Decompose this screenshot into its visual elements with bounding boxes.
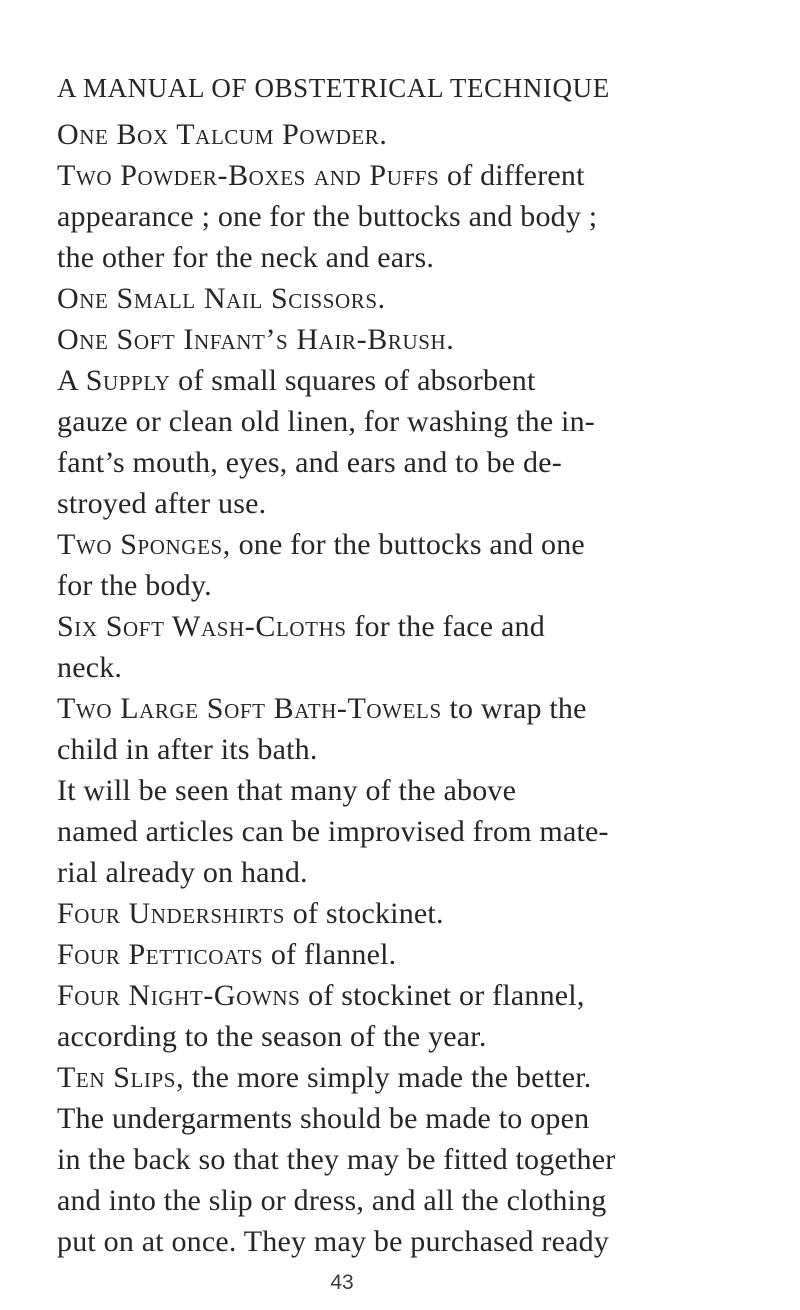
- item-heading: Six Soft Wash-Cloths: [57, 610, 347, 643]
- item-heading: Two Powder-Boxes and Puffs: [57, 159, 440, 192]
- book-page: [57, 0, 757, 1310]
- text-line: [57, 688, 757, 729]
- text-line: [57, 1139, 757, 1180]
- item-heading: Four Night-Gowns: [57, 979, 301, 1012]
- body-text: [57, 114, 757, 1262]
- text-line: [57, 1098, 757, 1139]
- text-line: [57, 483, 757, 524]
- line-text: in the back so that they may be fitted together: [57, 1143, 616, 1176]
- text-line: [57, 1221, 757, 1262]
- line-text: The undergarments should be made to open: [57, 1102, 590, 1135]
- item-heading: A Supply: [57, 364, 171, 397]
- item-heading: Four Petticoats: [57, 938, 264, 971]
- line-text: according to the season of the year.: [57, 1020, 487, 1053]
- line-text: rial already on hand.: [57, 856, 308, 889]
- item-heading: Ten Slips,: [57, 1061, 185, 1094]
- text-line: [57, 770, 757, 811]
- line-text: neck.: [57, 651, 123, 684]
- text-line: [57, 442, 757, 483]
- item-heading: Two Sponges,: [57, 528, 231, 561]
- text-line: [57, 278, 757, 319]
- line-text: one for the buttocks and one: [230, 528, 585, 561]
- text-line: [57, 155, 757, 196]
- item-heading: Four Undershirts: [57, 897, 286, 930]
- line-text: fant’s mouth, eyes, and ears and to be de-: [57, 446, 562, 479]
- line-text: child in after its bath.: [57, 733, 318, 766]
- text-line: [57, 237, 757, 278]
- line-text: and into the slip or dress, and all the clothing: [57, 1184, 607, 1217]
- line-text: stroyed after use.: [57, 487, 267, 520]
- text-line: [57, 893, 757, 934]
- line-text: It will be seen that many of the above: [57, 774, 517, 807]
- line-text: of small squares of absorbent: [170, 364, 536, 397]
- text-line: [57, 1057, 757, 1098]
- text-line: [57, 196, 757, 237]
- text-line: [57, 934, 757, 975]
- line-text: appearance ; one for the buttocks and body ;: [57, 200, 598, 233]
- line-text: put on at once. They may be purchased ready: [57, 1225, 610, 1258]
- text-line: [57, 360, 757, 401]
- line-text: of flannel.: [263, 938, 397, 971]
- item-heading: One Small Nail Scissors.: [57, 282, 386, 315]
- text-line: [57, 606, 757, 647]
- text-line: [57, 114, 757, 155]
- page-number: 43: [330, 1271, 354, 1294]
- text-line: [57, 1180, 757, 1221]
- item-heading: One Soft Infant’s Hair-Brush.: [57, 323, 455, 356]
- line-text: the other for the neck and ears.: [57, 241, 435, 274]
- text-line: [57, 524, 757, 565]
- text-line: [57, 852, 757, 893]
- line-text: of stockinet or flannel,: [300, 979, 585, 1012]
- running-head: A MANUAL OF OBSTETRICAL TECHNIQUE: [57, 73, 610, 103]
- text-line: [57, 319, 757, 360]
- text-line: [57, 401, 757, 442]
- text-line: [57, 975, 757, 1016]
- text-line: [57, 1016, 757, 1057]
- line-text: to wrap the: [441, 692, 587, 725]
- text-line: [57, 565, 757, 606]
- item-heading: Two Large Soft Bath-Towels: [57, 692, 442, 725]
- line-text: the more simply made the better.: [184, 1061, 592, 1094]
- text-line: [57, 647, 757, 688]
- line-text: of stockinet.: [285, 897, 444, 930]
- line-text: gauze or clean old linen, for washing the in-: [57, 405, 595, 438]
- text-line: [57, 729, 757, 770]
- text-line: [57, 811, 757, 852]
- item-heading: One Box Talcum Powder.: [57, 118, 388, 151]
- line-text: for the body.: [57, 569, 212, 602]
- line-text: of different: [439, 159, 585, 192]
- line-text: named articles can be improvised from mate-: [57, 815, 609, 848]
- line-text: for the face and: [346, 610, 545, 643]
